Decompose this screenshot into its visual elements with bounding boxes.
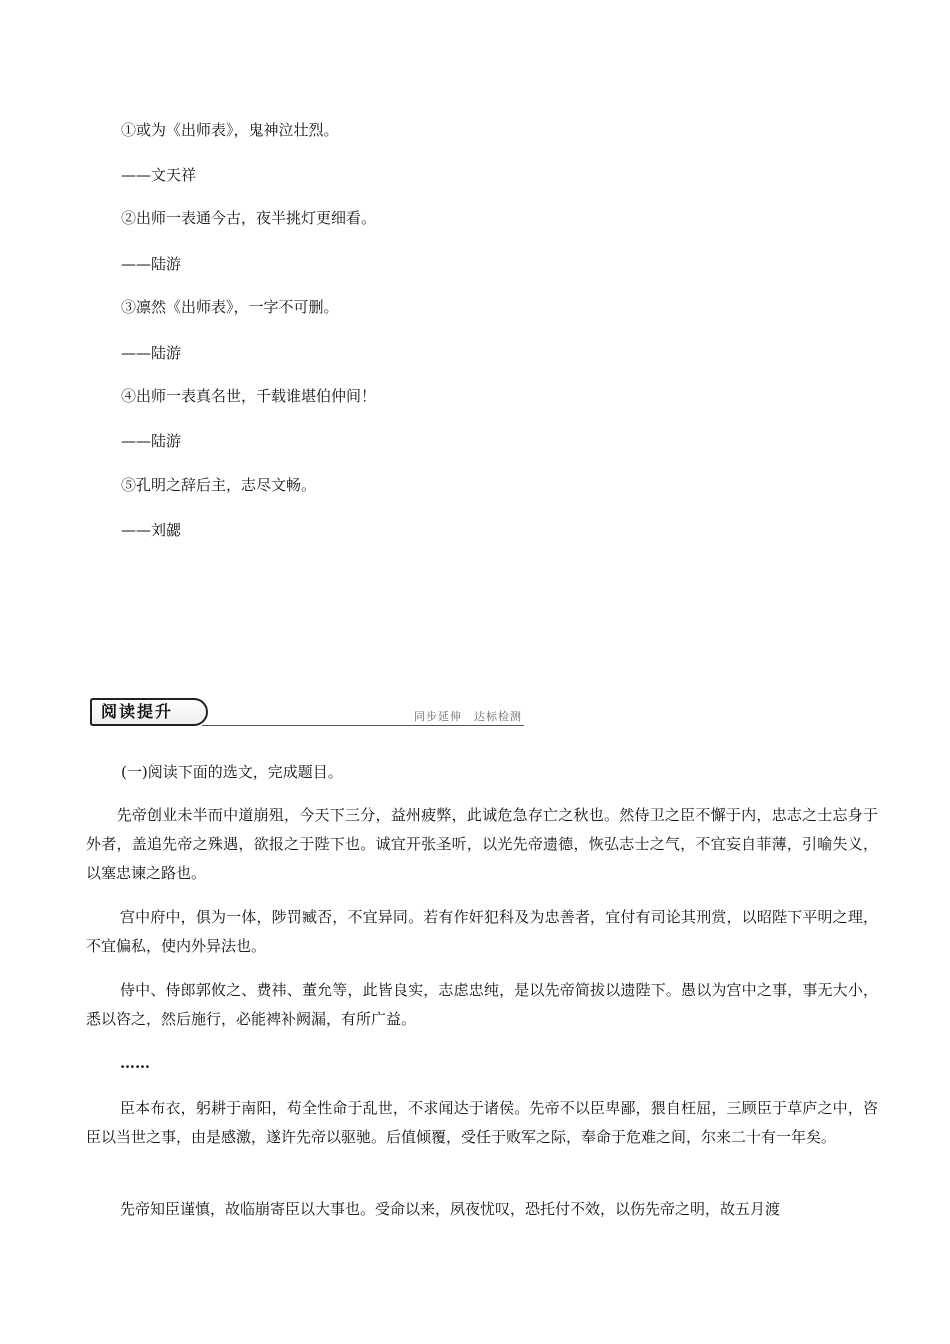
quote-2: ②出师一表通今古，夜半挑灯更细看。 <box>121 209 377 227</box>
reading-intro: (一)阅读下面的选文，完成题目。 <box>121 763 343 781</box>
quote-1: ①或为《出师表》，鬼神泣壮烈。 <box>121 121 339 139</box>
passage-paragraph-5: 先帝知臣谨慎，故临崩寄臣以大事也。受命以来，夙夜忧叹，恐托付不效，以伤先帝之明，故五月渡 <box>120 1200 781 1218</box>
section-subtitle: 同步延伸 达标检测 <box>414 710 522 723</box>
passage-ellipsis: …… <box>120 1054 150 1072</box>
quote-5: ⑤孔明之辞后主，志尽文畅。 <box>121 476 317 494</box>
quote-4-author: ——陆游 <box>121 432 182 450</box>
quote-5-author: ——刘勰 <box>121 521 182 539</box>
passage-paragraph-1: 先帝创业未半而中道崩殂，今天下三分，益州疲弊，此诚危急存亡之秋也。然侍卫之臣不懈于内，忠志之士忘身于外者，盖追先帝之殊遇，欲报之于陛下也。诚宜开张圣听，以光先帝遗德，恢弘志士之气，不宜妄自菲薄，引喻失义，以塞忠谏之路也。 <box>86 806 878 882</box>
quote-2-author: ——陆游 <box>121 255 182 273</box>
section-title: 阅读提升 <box>90 698 208 726</box>
passage-paragraph-2: 宫中府中，俱为一体，陟罚臧否，不宜异同。若有作奸犯科及为忠善者，宜付有司论其刑赏，以昭陛下平明之理，不宜偏私，使内外异法也。 <box>86 908 878 955</box>
passage-paragraph-3: 侍中、侍郎郭攸之、费祎、董允等，此皆良实，志虑忠纯，是以先帝简拔以遗陛下。愚以为宫中之事，事无大小，悉以咨之，然后施行，必能裨补阙漏，有所广益。 <box>86 981 878 1028</box>
quote-3-author: ——陆游 <box>121 344 182 362</box>
passage-paragraph-4: 臣本布衣，躬耕于南阳，苟全性命于乱世，不求闻达于诸侯。先帝不以臣卑鄙，猥自枉屈，三顾臣于草庐之中，咨臣以当世之事，由是感激，遂许先帝以驱驰。后值倾覆，受任于败军之际，奉命于危难之间，尔来二十有一年矣。 <box>86 1099 878 1146</box>
banner-divider <box>202 725 524 726</box>
quote-3: ③凛然《出师表》，一字不可删。 <box>121 298 339 316</box>
quote-1-author: ——文天祥 <box>121 166 197 184</box>
section-banner <box>90 698 524 728</box>
quote-4: ④出师一表真名世，千载谁堪伯仲间！ <box>121 387 377 405</box>
